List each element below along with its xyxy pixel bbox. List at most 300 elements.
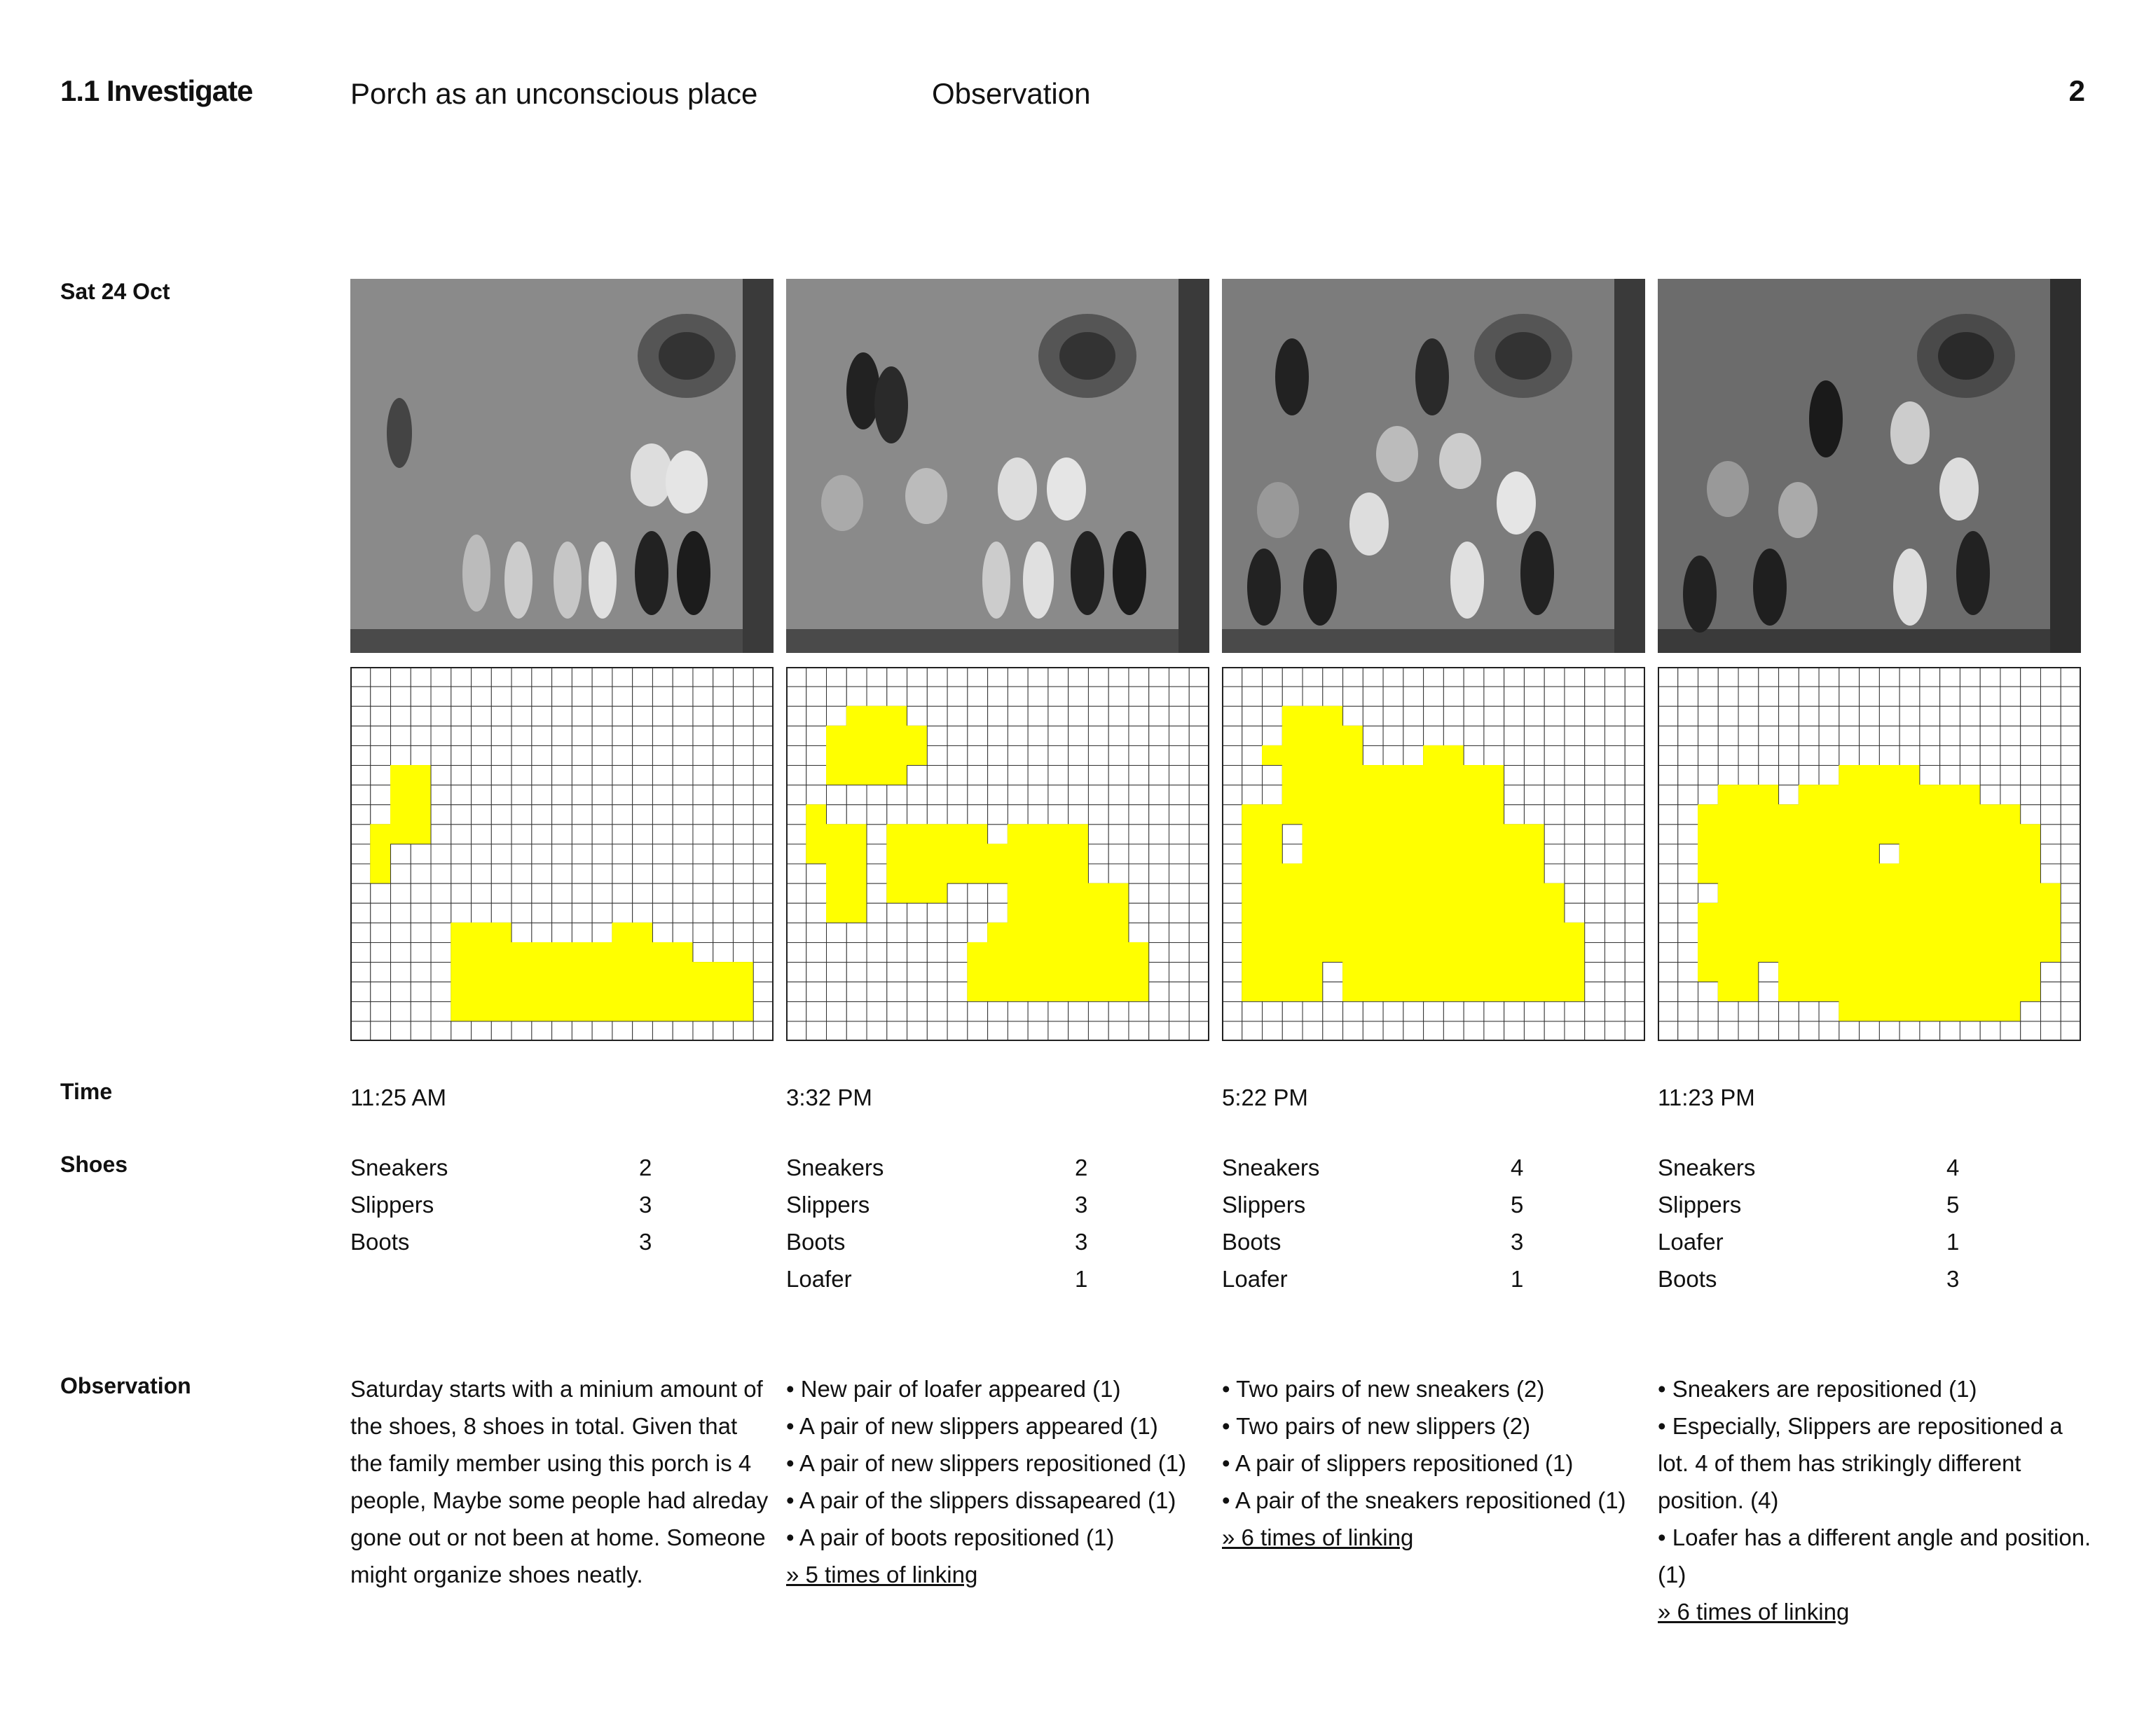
grid-cell [1189, 883, 1209, 903]
grid-cell [411, 1002, 431, 1021]
linking-link[interactable]: » 5 times of linking [786, 1562, 978, 1587]
grid-cell [1149, 1021, 1169, 1041]
occupied-cell [673, 963, 693, 982]
occupied-cell [1799, 785, 1819, 805]
occupied-cell [1524, 942, 1544, 962]
occupied-cell [1008, 963, 1028, 982]
grid-cell [927, 903, 947, 923]
grid-cell [1424, 726, 1444, 745]
grid-cell [1189, 923, 1209, 942]
grid-cell [1028, 1021, 1048, 1041]
occupied-cell [1242, 805, 1263, 825]
grid-cell [1658, 844, 1678, 864]
grid-cell [2061, 706, 2081, 726]
grid-cell [693, 825, 713, 844]
grid-cell [1108, 1002, 1129, 1021]
occupied-cell [1263, 864, 1283, 883]
grid-cell [988, 687, 1008, 706]
grid-cell [1565, 864, 1585, 883]
grid-cell [1625, 942, 1645, 962]
occupied-cell [1464, 963, 1484, 982]
grid-cell [1189, 805, 1209, 825]
occupied-cell [1343, 745, 1363, 765]
grid-cell [451, 805, 472, 825]
grid-cell [1424, 687, 1444, 706]
grid-cell [1189, 1002, 1209, 1021]
grid-cell [2021, 706, 2041, 726]
grid-cell [673, 687, 693, 706]
occupied-cell [1303, 805, 1323, 825]
grid-cell [1424, 667, 1444, 687]
occupied-cell [1799, 942, 1819, 962]
grid-cell [1028, 726, 1048, 745]
occupied-cell [1879, 1002, 1899, 1021]
grid-cell [867, 687, 887, 706]
occupied-cell [1343, 785, 1363, 805]
grid-cell [1363, 667, 1383, 687]
occupied-cell [1484, 883, 1504, 903]
grid-cell [633, 883, 653, 903]
grid-cell [1069, 726, 1089, 745]
shoe-count: 2 [639, 1155, 652, 1180]
grid-cell [1920, 766, 1940, 785]
occupied-cell [2000, 883, 2021, 903]
grid-cell [1263, 1002, 1283, 1021]
grid-cell [753, 982, 774, 1002]
occupied-cell [927, 825, 947, 844]
grid-cell [1263, 706, 1283, 726]
occupied-cell [1940, 1002, 1960, 1021]
occupied-cell [1403, 963, 1424, 982]
grid-cell [1605, 864, 1625, 883]
grid-cell [1303, 687, 1323, 706]
grid-cell [1605, 706, 1625, 726]
occupied-cell [572, 1002, 592, 1021]
grid-cell [693, 667, 713, 687]
grid-cell [733, 825, 753, 844]
grid-cell [431, 726, 451, 745]
grid-cell [451, 864, 472, 883]
occupied-cell [968, 982, 988, 1002]
grid-cell [673, 805, 693, 825]
occupied-cell [1108, 963, 1129, 982]
grid-cell [907, 805, 928, 825]
grid-cell [1464, 1021, 1484, 1041]
grid-cell [988, 825, 1008, 844]
grid-cell [1069, 1021, 1089, 1041]
grid-cell [1565, 805, 1585, 825]
grid-cell [968, 805, 988, 825]
grid-cell [846, 963, 867, 982]
grid-cell [371, 883, 391, 903]
grid-cell [867, 825, 887, 844]
grid-cell [1544, 1002, 1565, 1021]
grid-cell [652, 766, 673, 785]
grid-cell [1222, 726, 1242, 745]
occupied-cell [1464, 805, 1484, 825]
grid-cell [1625, 844, 1645, 864]
grid-cell [350, 687, 371, 706]
grid-cell [391, 745, 411, 765]
occupied-cell [1899, 805, 1920, 825]
shoe-row [1222, 1223, 1642, 1260]
occupied-cell [1008, 864, 1028, 883]
occupied-cell [1048, 963, 1069, 982]
occupied-cell [371, 844, 391, 864]
occupied-cell [1718, 982, 1738, 1002]
occupied-cell [947, 864, 968, 883]
grid-cell [827, 687, 847, 706]
occupied-cell [612, 963, 633, 982]
shoe-row [350, 1186, 771, 1223]
grid-cell [1678, 785, 1698, 805]
grid-cell [472, 825, 492, 844]
grid-cell [411, 883, 431, 903]
grid-cell [1222, 687, 1242, 706]
grid-cell [1920, 745, 1940, 765]
grid-cell [1282, 667, 1303, 687]
grid-cell [1149, 825, 1169, 844]
grid-cell [1759, 745, 1779, 765]
occupied-cell [532, 982, 552, 1002]
grid-cell [1169, 982, 1189, 1002]
occupied-cell [1088, 982, 1108, 1002]
observation-bullet: • Two pairs of new sneakers (2) [1222, 1376, 1545, 1402]
grid-cell [1759, 667, 1779, 687]
grid-cell [371, 667, 391, 687]
occupied-cell [1008, 844, 1028, 864]
grid-cell [612, 667, 633, 687]
grid-cell [1605, 805, 1625, 825]
grid-cell [2021, 1021, 2041, 1041]
grid-cell [827, 706, 847, 726]
grid-cell [1484, 726, 1504, 745]
grid-cell [371, 805, 391, 825]
occupied-cell [1484, 844, 1504, 864]
grid-cell [2061, 982, 2081, 1002]
grid-cell [1263, 1021, 1283, 1041]
grid-cell [1242, 706, 1263, 726]
grid-cell [1899, 667, 1920, 687]
occupied-cell [1544, 883, 1565, 903]
grid-cell [1403, 726, 1424, 745]
occupied-cell [1980, 844, 2000, 864]
occupied-cell [1960, 883, 1980, 903]
grid-cell [1678, 687, 1698, 706]
occupied-cell [673, 1002, 693, 1021]
grid-cell [1129, 726, 1149, 745]
grid-cell [1738, 706, 1759, 726]
grid-cell [1605, 942, 1625, 962]
occupied-cell [1524, 923, 1544, 942]
occupied-cell [1960, 903, 1980, 923]
occupied-cell [2040, 942, 2061, 962]
grid-cell [1565, 825, 1585, 844]
shoe-count: 3 [1946, 1266, 1960, 1292]
occupied-cell [652, 942, 673, 962]
grid-cell [907, 1021, 928, 1041]
occupied-cell [1718, 844, 1738, 864]
grid-cell [2021, 687, 2041, 706]
shoe-row [1658, 1149, 2078, 1186]
shoe-list-2 [786, 1149, 1207, 1297]
grid-cell [552, 844, 572, 864]
grid-cell [451, 766, 472, 785]
grid-cell [350, 745, 371, 765]
grid-cell [511, 706, 532, 726]
occupied-cell [887, 745, 907, 765]
linking-link[interactable]: » 6 times of linking [1658, 1599, 1850, 1625]
grid-cell [927, 726, 947, 745]
grid-cell [1565, 785, 1585, 805]
occupied-cell [1718, 785, 1738, 805]
grid-cell [1544, 706, 1565, 726]
occupied-cell [1738, 923, 1759, 942]
grid-cell [1920, 687, 1940, 706]
occupied-cell [1424, 923, 1444, 942]
grid-cell [633, 726, 653, 745]
grid-cell [1169, 1021, 1189, 1041]
occupied-cell [1779, 942, 1799, 962]
occupied-cell [1819, 982, 1839, 1002]
grid-cell [1585, 785, 1605, 805]
occupied-cell [1303, 982, 1323, 1002]
grid-cell [1028, 805, 1048, 825]
occupied-cell [1899, 942, 1920, 962]
occupied-cell [1524, 844, 1544, 864]
occupied-cell [1028, 864, 1048, 883]
occupied-cell [1799, 982, 1819, 1002]
occupied-cell [1424, 864, 1444, 883]
occupied-cell [1443, 903, 1464, 923]
grid-cell [693, 687, 713, 706]
occupied-cell [1524, 883, 1544, 903]
grid-cell [1149, 667, 1169, 687]
grid-cell [673, 667, 693, 687]
occupied-cell [1738, 942, 1759, 962]
occupied-cell [1028, 844, 1048, 864]
grid-cell [2040, 667, 2061, 687]
grid-cell [472, 805, 492, 825]
occupied-cell [1980, 825, 2000, 844]
occupied-cell [2000, 903, 2021, 923]
occupied-cell [1779, 923, 1799, 942]
grid-cell [572, 766, 592, 785]
grid-cell [1088, 667, 1108, 687]
grid-cell [753, 903, 774, 923]
occupied-cell [1504, 923, 1525, 942]
occupied-cell [1819, 785, 1839, 805]
grid-cell [1565, 745, 1585, 765]
grid-cell [371, 785, 391, 805]
grid-cell [673, 766, 693, 785]
occupied-cell [1860, 805, 1880, 825]
occupied-cell [1242, 903, 1263, 923]
occupied-cell [988, 923, 1008, 942]
grid-cell [947, 903, 968, 923]
occupied-cell [1343, 805, 1363, 825]
grid-cell [1899, 745, 1920, 765]
occupied-cell [1738, 825, 1759, 844]
grid-cell [451, 785, 472, 805]
occupied-cell [1940, 825, 1960, 844]
grid-cell [1189, 785, 1209, 805]
grid-cell [532, 745, 552, 765]
grid-cell [1169, 1002, 1189, 1021]
occupied-cell [1718, 825, 1738, 844]
grid-cell [1129, 667, 1149, 687]
occupied-cell [1088, 903, 1108, 923]
grid-cell [1504, 785, 1525, 805]
occupied-cell [827, 903, 847, 923]
grid-cell [1799, 706, 1819, 726]
occupied-cell [927, 864, 947, 883]
grid-cell [867, 805, 887, 825]
grid-cell [867, 864, 887, 883]
grid-cell [652, 1021, 673, 1041]
occupied-cell [1108, 982, 1129, 1002]
grid-cell [806, 687, 827, 706]
shoe-name: Boots [786, 1229, 846, 1255]
occupied-cell [1899, 903, 1920, 923]
grid-cell [1149, 942, 1169, 962]
occupancy-grid-4 [1658, 667, 2081, 1041]
grid-cell [1718, 1002, 1738, 1021]
grid-cell [968, 706, 988, 726]
grid-cell [733, 903, 753, 923]
grid-cell [1524, 1002, 1544, 1021]
grid-cell [612, 745, 633, 765]
grid-cell [1048, 805, 1069, 825]
grid-cell [1565, 687, 1585, 706]
occupied-cell [1323, 942, 1343, 962]
grid-cell [350, 706, 371, 726]
occupied-cell [2021, 844, 2041, 864]
grid-cell [988, 745, 1008, 765]
shoe-row [1658, 1260, 2078, 1297]
occupied-cell [713, 1002, 734, 1021]
grid-cell [1779, 667, 1799, 687]
grid-cell [1565, 766, 1585, 785]
grid-cell [1625, 667, 1645, 687]
grid-cell [431, 883, 451, 903]
occupied-cell [1282, 942, 1303, 962]
grid-cell [1088, 766, 1108, 785]
occupied-cell [1940, 883, 1960, 903]
grid-cell [2040, 1021, 2061, 1041]
grid-cell [2061, 805, 2081, 825]
grid-cell [1242, 1002, 1263, 1021]
occupied-cell [968, 844, 988, 864]
grid-cell [733, 687, 753, 706]
grid-cell [968, 1002, 988, 1021]
occupied-cell [1129, 963, 1149, 982]
grid-cell [1940, 687, 1960, 706]
grid-cell [1678, 1021, 1698, 1041]
grid-cell [1605, 1002, 1625, 1021]
grid-cell [1658, 825, 1678, 844]
occupied-cell [1088, 923, 1108, 942]
grid-cell [552, 667, 572, 687]
grid-cell [2061, 963, 2081, 982]
grid-cell [1222, 1021, 1242, 1041]
grid-cell [1960, 726, 1980, 745]
grid-cell [1464, 726, 1484, 745]
occupied-cell [907, 844, 928, 864]
occupied-cell [1424, 785, 1444, 805]
grid-cell [1242, 687, 1263, 706]
grid-cell [431, 942, 451, 962]
occupied-cell [1960, 825, 1980, 844]
grid-cell [786, 982, 806, 1002]
occupied-cell [1383, 805, 1403, 825]
occupied-cell [1282, 864, 1303, 883]
occupied-cell [1839, 864, 1860, 883]
occupied-cell [846, 745, 867, 765]
grid-cell [988, 805, 1008, 825]
grid-cell [1544, 667, 1565, 687]
occupied-cell [733, 1002, 753, 1021]
occupied-cell [1048, 942, 1069, 962]
occupied-cell [1464, 923, 1484, 942]
grid-cell [1363, 726, 1383, 745]
grid-cell [1383, 706, 1403, 726]
grid-cell [1585, 1002, 1605, 1021]
grid-cell [451, 745, 472, 765]
grid-cell [713, 667, 734, 687]
occupied-cell [1860, 825, 1880, 844]
occupied-cell [1403, 844, 1424, 864]
grid-cell [1363, 745, 1383, 765]
occupied-cell [867, 745, 887, 765]
grid-cell [1484, 706, 1504, 726]
occupied-cell [1860, 864, 1880, 883]
grid-cell [1605, 745, 1625, 765]
shoe-row [350, 1149, 771, 1186]
grid-cell [927, 706, 947, 726]
grid-cell [532, 687, 552, 706]
grid-cell [693, 923, 713, 942]
occupied-cell [1383, 864, 1403, 883]
grid-cell [1980, 785, 2000, 805]
grid-cell [1169, 923, 1189, 942]
occupied-cell [1759, 805, 1779, 825]
occupied-cell [1920, 963, 1940, 982]
occupied-cell [1819, 883, 1839, 903]
occupied-cell [552, 942, 572, 962]
observation-bullet: • A pair of the slippers dissapeared (1) [786, 1487, 1176, 1513]
grid-cell [1678, 745, 1698, 765]
occupied-cell [2021, 963, 2041, 982]
occupied-cell [2000, 844, 2021, 864]
occupied-cell [1980, 1002, 2000, 1021]
occupied-cell [2021, 825, 2041, 844]
grid-cell [350, 844, 371, 864]
grid-cell [1879, 1021, 1899, 1041]
linking-link[interactable]: » 6 times of linking [1222, 1524, 1414, 1550]
grid-cell [1860, 687, 1880, 706]
grid-cell [2021, 805, 2041, 825]
grid-cell [371, 963, 391, 982]
grid-cell [411, 864, 431, 883]
grid-cell [1658, 963, 1678, 982]
grid-cell [431, 687, 451, 706]
grid-cell [411, 982, 431, 1002]
grid-cell [1940, 766, 1960, 785]
grid-cell [1008, 785, 1028, 805]
grid-cell [1069, 687, 1089, 706]
occupied-cell [806, 844, 827, 864]
